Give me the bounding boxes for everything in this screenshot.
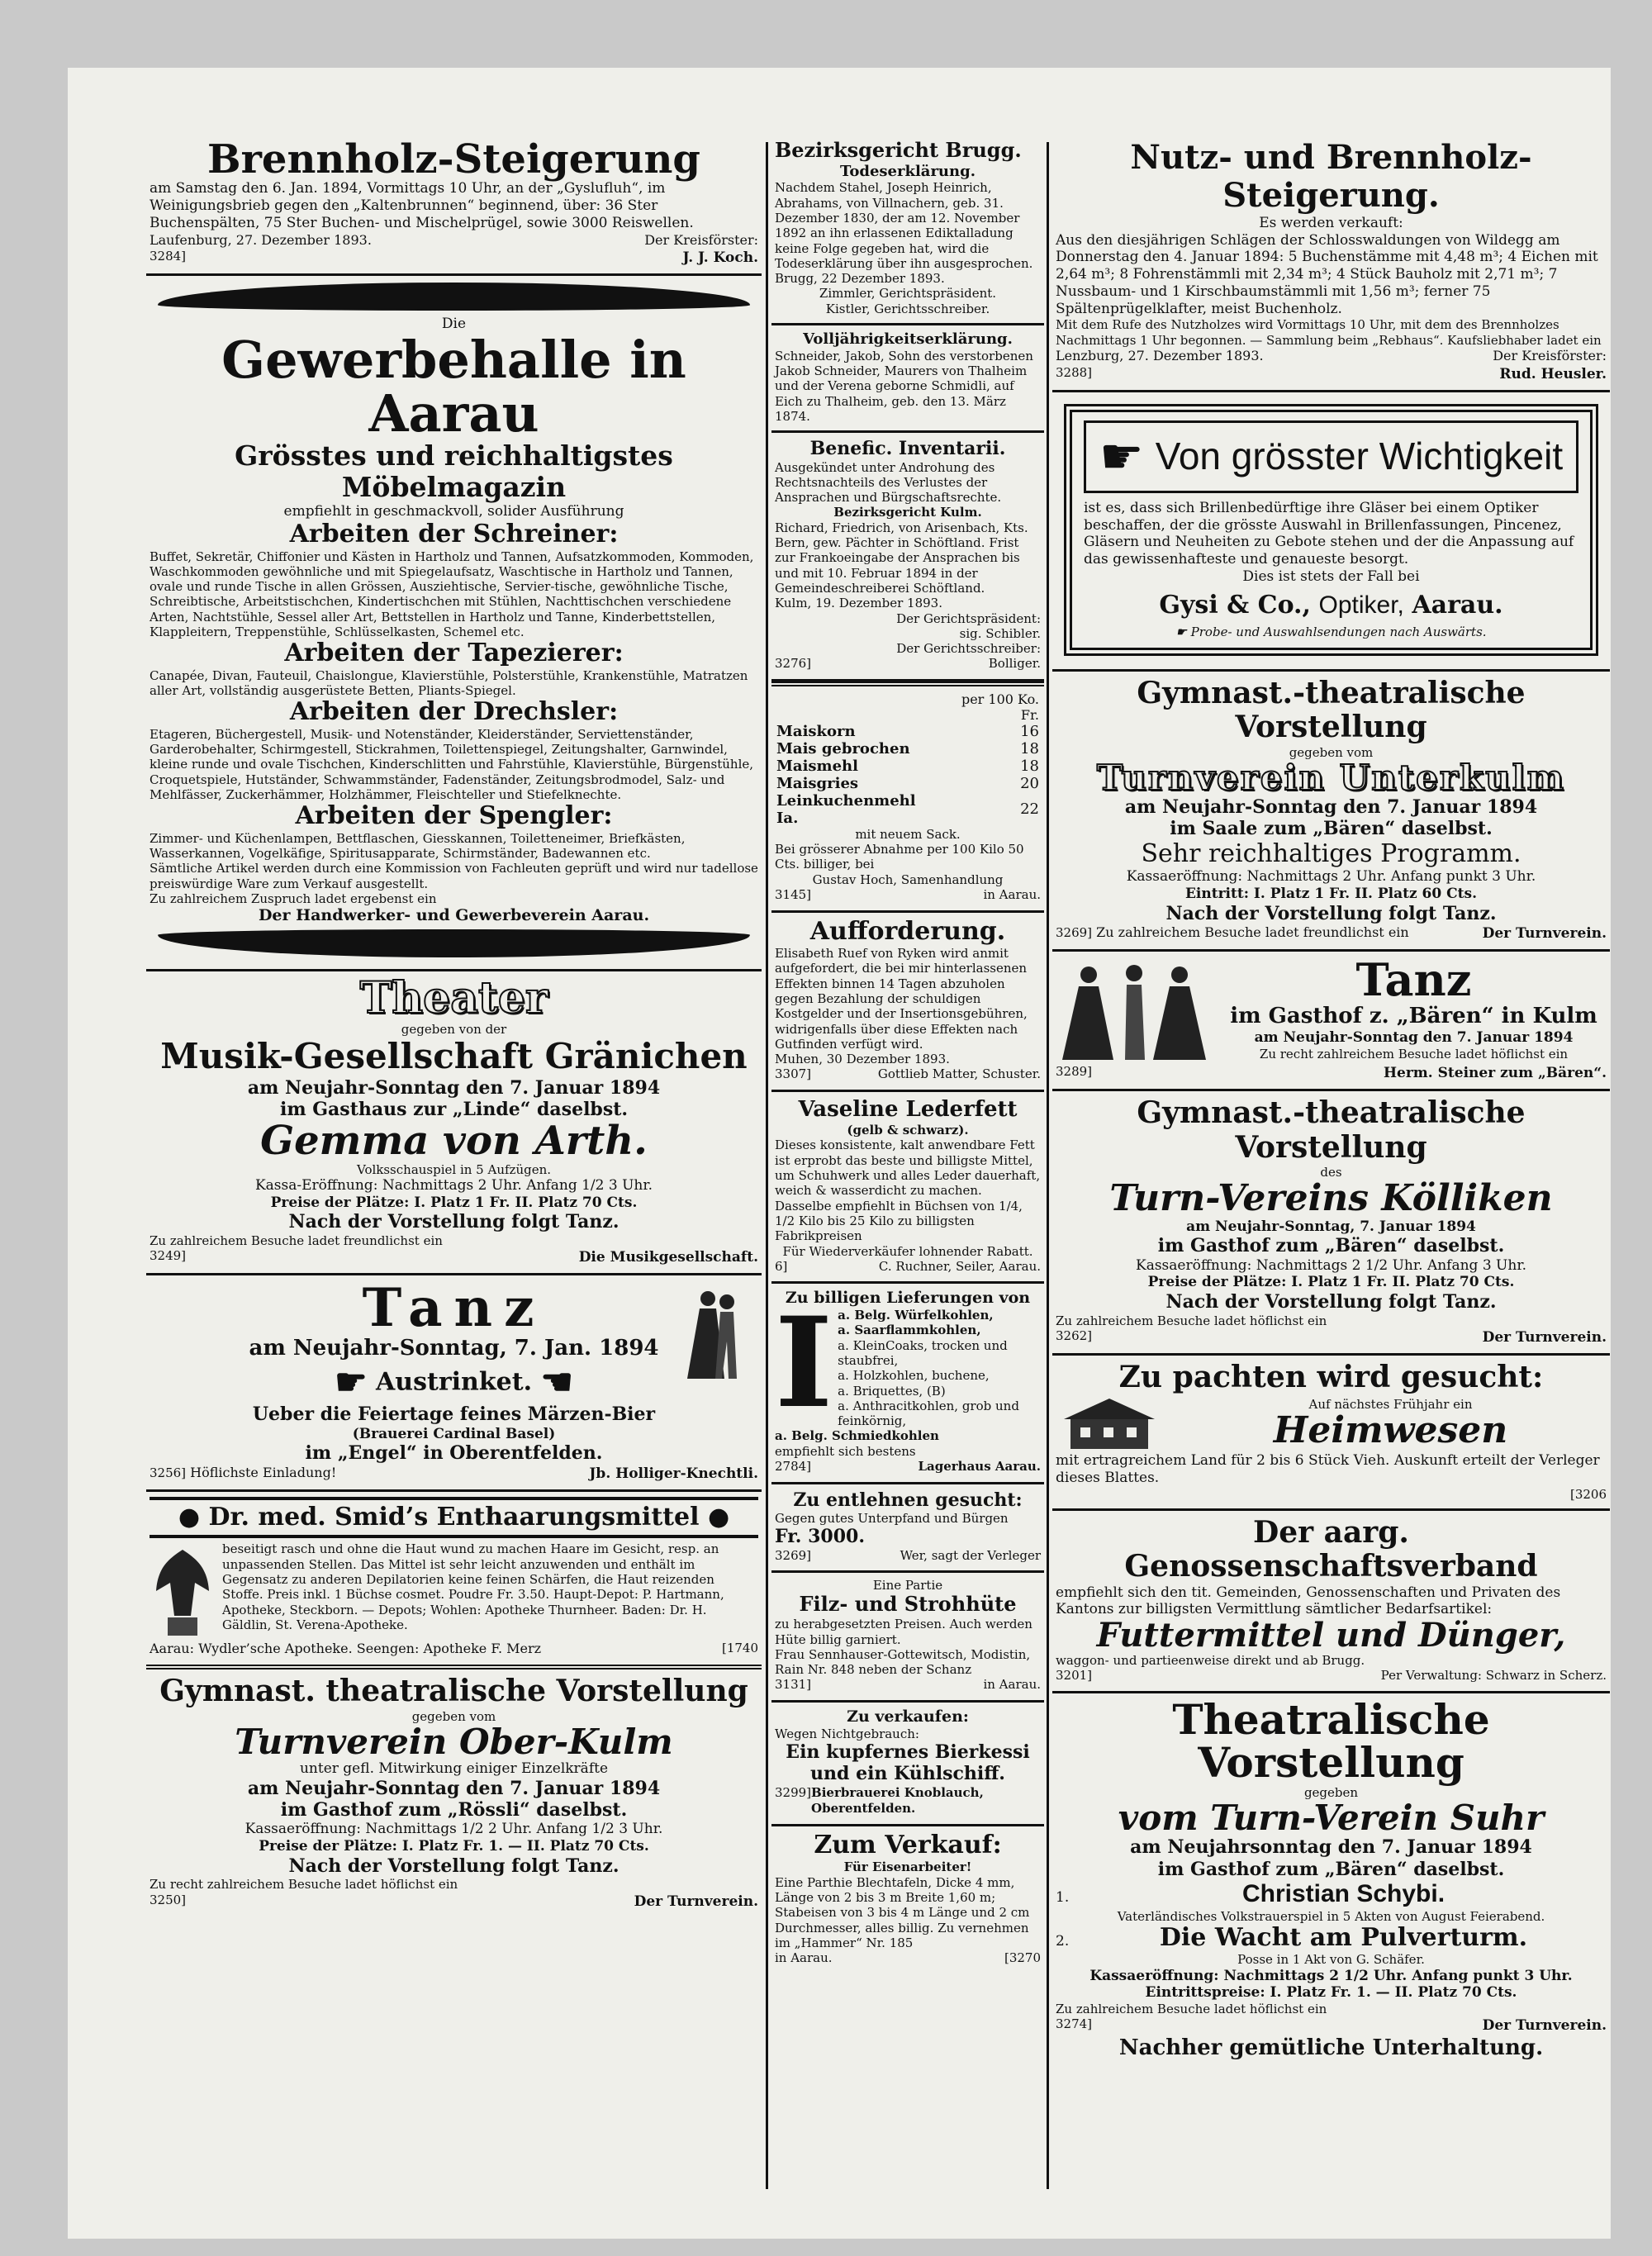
ad-title: Gewerbehalle in Aarau — [221, 330, 686, 444]
event-location: im „Engel“ in Oberentfelden. — [305, 1442, 603, 1465]
verein-name: Turnverein Unterkulm — [1096, 757, 1566, 798]
middle-column — [771, 134, 1044, 2189]
ad-number: 3269] — [1056, 925, 1093, 941]
ad-title: Volljährigkeitserklärung. — [803, 330, 1013, 349]
ad-text: gegeben vom — [411, 1708, 496, 1724]
ad-number: 3299] — [775, 1784, 812, 1800]
ad-title: Dr. med. Smid’s Enthaarungsmittel — [208, 1502, 700, 1532]
newspaper-page — [68, 68, 1611, 2239]
ad-number: 2784] — [775, 1459, 812, 1475]
pointing-hand-icon: ☛ — [1099, 427, 1144, 486]
ad-title: Theatralische Vorstellung — [1172, 1694, 1490, 1788]
signer-title: Der Kreisförster: — [644, 231, 758, 248]
ad-title: Gymnast. theatralische Vorstellung — [159, 1674, 748, 1709]
coal-item: a. KleinCoaks, trocken und staubfrei, — [838, 1337, 1008, 1368]
place-date: Lenzburg, 27. Dezember 1893. — [1056, 348, 1264, 363]
price-row: Mais gebrochen 18 — [776, 739, 1039, 758]
ad-text: Auf nächstes Frühjahr ein — [1308, 1397, 1473, 1413]
signer: Herm. Steiner zum „Bären“. — [1383, 1065, 1607, 1082]
tanz-text: Nach der Vorstellung folgt Tanz. — [288, 1855, 620, 1877]
ad-volljaehrigkeit — [771, 325, 1044, 433]
austrinket-label: Austrinket. — [375, 1366, 533, 1396]
event-date: am Neujahr-Sonntag den 7. Januar 1894 — [1254, 1029, 1574, 1047]
closing-text: Nachher gemütliche Unterhaltung. — [1118, 2035, 1544, 2060]
court-name: Bezirksgericht Kulm. — [833, 505, 982, 520]
ad-hute — [771, 1573, 1044, 1703]
invite-text: Höflichste Einladung! — [190, 1464, 337, 1480]
play-subtitle: Vaterländisches Volkstrauerspiel in 5 Akten von August Feierabend. — [1117, 1908, 1545, 1924]
event-date: am Neujahrsonntag den 7. Januar 1894 — [1130, 1836, 1532, 1859]
ad-title: Benefic. Inventarii. — [809, 438, 1006, 460]
ad-benefic — [771, 433, 1044, 682]
amount: Fr. 3000. — [775, 1526, 866, 1548]
coal-item: a. Anthracitkohlen, grob und feinkörnig, — [838, 1398, 1019, 1429]
company-type: Optiker, — [1318, 591, 1404, 619]
ad-tanz-kulm — [1052, 952, 1610, 1091]
ad-text: empfiehlt in geschmackvoll, solider Ausführung — [283, 503, 624, 520]
section-text: Canapée, Divan, Fauteuil, Chaislongue, Klavierstühle, Polsterstühle, Krankenstühle, Matratzen aller Art, vollständig ausgerüstete Betten, Pliants-Spiegel. — [150, 667, 748, 699]
dancing-couple-illustration — [679, 1284, 753, 1383]
ad-number: 3256] — [150, 1465, 187, 1480]
ad-number: [1740 — [721, 1641, 758, 1656]
ad-verkaufen — [771, 1703, 1044, 1826]
signer: Die Musikgesellschaft. — [578, 1249, 758, 1266]
place-date: Laufenburg, 27. Dezember 1893. — [150, 231, 372, 248]
tanz-text: Nach der Vorstellung folgt Tanz. — [1165, 902, 1497, 924]
ad-theater — [146, 971, 762, 1275]
items-text: Ein kupfernes Bierkessi und ein Kühlschiff. — [786, 1741, 1030, 1785]
ad-number: 3307] — [775, 1066, 812, 1082]
ad-text: empfiehlt sich den tit. Gemeinden, Genossenschaften und Privaten des Kantons zur billigsten Vermittlung sämtlicher Bedarfsartikel: — [1056, 1584, 1561, 1618]
ad-genossenschaft — [1052, 1511, 1610, 1693]
ad-subtitle: Grösstes und reichhaltigstes Möbelmagazin — [235, 439, 673, 504]
verein-name: Turn-Vereins Kölliken — [1109, 1177, 1553, 1220]
farmhouse-illustration — [1056, 1394, 1163, 1452]
invite-text: Zu zahlreichem Zuspruch ladet ergebenst ein — [150, 891, 437, 907]
ad-title: Von grösster Wichtigkeit — [1155, 435, 1564, 478]
coal-item: a. Belg. Würfelkohlen, — [838, 1308, 994, 1323]
ad-text: mit ertragreichem Land für 2 bis 6 Stück Vieh. Auskunft erteilt der Verleger dieses Blattes. — [1056, 1452, 1600, 1487]
ad-optiker — [1052, 392, 1610, 672]
ad-title: Der aarg. Genossenschaftsverband — [1124, 1514, 1538, 1584]
ad-text: Gegen gutes Unterpfand und Bürgen — [775, 1510, 1009, 1526]
ad-mais — [771, 682, 1044, 913]
ad-text: am Samstag den 6. Jan. 1894, Vormittags 10 Uhr, an der „Gyslufluh“, im Weinigungsbrieb gegen den „Kaltenbrunnen“ beginnend, über: 36 Ster Buchenspälten, 75 Ster Buchen- und Mischelprügel, sowie 3000 Reiswellen. — [150, 180, 694, 231]
invite-text: Zu zahlreichem Besuche ladet höflichst ein — [1056, 1313, 1327, 1328]
ad-number: 3269] — [775, 1547, 812, 1563]
bullet-icon: ● — [707, 1502, 730, 1532]
place: in Aarau. — [983, 1677, 1041, 1693]
sack-text: mit neuem Sack. — [855, 826, 961, 842]
ad-number: 3145] — [775, 887, 812, 903]
invite-text: Zu recht zahlreichem Besuche ladet höflichst ein — [150, 1877, 458, 1893]
ad-text: zu herabgesetzten Preisen. Auch werden Hüte billig garniert. — [775, 1617, 1032, 1647]
ad-text: gegeben von der — [401, 1021, 507, 1037]
signer: Wer, sagt der Verleger — [900, 1547, 1041, 1563]
brewery-text: (Brauerei Cardinal Basel) — [352, 1425, 556, 1442]
left-column — [146, 134, 762, 2189]
ad-number: 3274] — [1056, 2016, 1093, 2032]
ad-zumverkauf — [771, 1826, 1044, 1973]
dealer-text: Für Wiederverkäufer lohnender Rabatt. — [782, 1243, 1033, 1259]
price-text: Preise der Plätze: I. Platz 1 Fr. II. Platz 70 Cts. — [270, 1194, 638, 1211]
ad-text: Mit dem Rufe des Nutzholzes wird Vormittags 10 Uhr, mit dem des Brennholzes Nachmittags 1 Uhr begonnen. — Sammlung beim „Rebhaus“. Kaufsliebhaber ladet ein — [1056, 317, 1602, 348]
signer: Rud. Heusler. — [1499, 365, 1607, 382]
event-date: am Neujahr-Sonntag den 7. Januar 1894 — [247, 1076, 661, 1099]
ad-tanz-engel — [146, 1275, 762, 1492]
price-text: Preise der Plätze: I. Platz Fr. 1. — II. Platz 70 Cts. — [259, 1838, 649, 1855]
play-subtitle: Posse in 1 Akt von G. Schäfer. — [1237, 1952, 1425, 1968]
event-location: im Gasthaus zur „Linde“ daselbst. — [279, 1098, 629, 1120]
ad-text: Elisabeth Ruef von Ryken wird anmit aufgefordert, die bei mir hinterlassenen Effekten binnen 14 Tagen abzuholen gegen Bezahlung der schuldigen Kostgelder und der Insertionsgebühren, widrigenfalls über diese Effekten nach Gutfinden verfügt wird. — [775, 946, 1028, 1052]
play-subtitle: Volksschauspiel in 5 Aufzügen. — [356, 1161, 552, 1177]
ad-number: [3270 — [1004, 1950, 1041, 1966]
ad-subtitle: Es werden verkauft: — [1259, 215, 1403, 231]
ad-kohlen — [771, 1284, 1044, 1484]
ad-text: gegeben — [1303, 1784, 1359, 1800]
ad-text: Richard, Friedrich, von Arisenbach, Kts. Bern, gew. Pächter in Schöftland. Frist zur Frankoeingabe der Ansprachen bis und mit 10. Februar 1894 in der Gemeindeschreiberei Schöftland. — [775, 520, 1028, 596]
ad-title: Filz- und Strohhüte — [799, 1592, 1017, 1617]
price-row: Maiskorn 16 — [776, 722, 1039, 740]
help-text: unter gefl. Mitwirkung einiger Einzelkräfte — [299, 1760, 609, 1777]
ad-number: 3249] — [150, 1248, 187, 1264]
price-text: Preise der Plätze: I. Platz 1 Fr. II. Platz 70 Cts. — [1147, 1274, 1515, 1291]
dancers-illustration — [1056, 957, 1213, 1064]
ad-text: waggon- und partieenweise direkt und ab Brugg. — [1056, 1653, 1365, 1669]
ad-number: 3276] — [775, 656, 812, 672]
ad-text: Eine Parthie Blechtafeln, Dicke 4 mm, Länge von 2 bis 3 m Breite 1,60 m; Stabeisen von 3 bis 4 m Länge und 2 cm Durchmesser, alles billig. Zu vernehmen im „Hammer“ Nr. 185 — [775, 1874, 1030, 1950]
signer: Per Verwaltung: Schwarz in Scherz. — [1380, 1668, 1607, 1684]
ad-pre: Eine Partie — [872, 1578, 943, 1593]
place-date: Brugg, 22 Dezember 1893. — [775, 271, 945, 287]
ad-brennholz — [146, 134, 762, 276]
section-heading: Arbeiten der Spengler: — [295, 801, 613, 831]
signer: Der Turnverein. — [634, 1893, 758, 1910]
ad-label: Die — [441, 316, 467, 333]
signer: Lagerhaus Aarau. — [918, 1459, 1041, 1475]
ad-title: Zu entlehnen gesucht: — [793, 1489, 1023, 1511]
ad-number: 6] — [775, 1258, 788, 1274]
ad-title: Zu billigen Lieferungen von — [785, 1289, 1031, 1308]
coal-item: a. Briquettes, (B) — [838, 1383, 946, 1399]
tanz-text: Nach der Vorstellung folgt Tanz. — [1165, 1291, 1497, 1313]
signer: Gottlieb Matter, Schuster. — [877, 1066, 1041, 1082]
coal-item: a. Holzkohlen, buchene, — [838, 1368, 990, 1384]
signer: Gustav Hoch, Samenhandlung — [812, 872, 1004, 887]
ad-title: Zu verkaufen: — [847, 1707, 969, 1726]
ad-number: 3250] — [150, 1892, 187, 1907]
signer: C. Ruchner, Seiler, Aarau. — [878, 1258, 1041, 1274]
coal-item: a. Belg. Schmiedkohlen — [775, 1428, 939, 1444]
section-text: Buffet, Sekretär, Chiffonier und Kästen in Hartholz und Tannen, Aufsatzkommoden, Kommoden, Waschkommoden gewöhnliche und mit Spiegelaufsatz, Waschtische in Hartholz und Tannen, ovale und runde Tische in allen Grössen, Ausziehtische, Servier-tische, gewöhnliche Tische, Schreibtische, Arbeitstischchen, Kindertischchen mit Stühlen, Nachttischchen verschiedene Arten, Nachtstühle, Sessel aller Art, Bettstellen in Hartholz und Tanne, Kinderbettstellen, Klappleitern, Treppenstühle, Schlüsselkasten, Schemel etc. — [150, 549, 754, 639]
section-text: Etageren, Büchergestell, Musik- und Notenständer, Kleiderständer, Serviettenständer, Garderobehalter, Schirmgestell, Stickrahmen, Toilettenspiegel, Zeitungshalter, Garnwindel, kleine runde und ovale Tischchen, Kinderschlitten und Fahrstühle, Klavierstühle, Bürgenstühle, Croquetspiele, Hutständer, Schwammständer, Fadenständer, Zeitungsbrodmodel, Salz- und Mehlfässer, Zuckerhämmer, Holzhämmer, Fleischteller und Stiefelknechte. — [150, 726, 754, 803]
signer: J. J. Koch. — [682, 249, 758, 267]
signer: Jb. Holliger-Knechtli. — [589, 1465, 758, 1482]
ad-vaseline — [771, 1092, 1044, 1284]
signer: Der Turnverein. — [1482, 2017, 1607, 2035]
ad-number: 3289] — [1056, 1064, 1093, 1080]
invite-text: Zu zahlreichem Besuche ladet freundlichst ein — [150, 1232, 443, 1248]
ad-aufforderung — [771, 913, 1044, 1092]
initial-letter: I — [775, 1290, 833, 1437]
ad-number: 3131] — [775, 1677, 812, 1693]
ad-number: 3288] — [1056, 364, 1093, 380]
beer-text: Ueber die Feiertage feines Märzen-Bier — [252, 1403, 656, 1426]
kassa-text: Kassaeröffnung: Nachmittags 1/2 2 Uhr. Anfang 1/2 3 Uhr. — [244, 1821, 663, 1838]
event-location: im Gasthof z. „Bären“ in Kulm — [1230, 1003, 1597, 1028]
ad-title: Nutz- und Brennholz-Steigerung. — [1130, 138, 1532, 215]
column-rule — [1047, 142, 1049, 2189]
place-date: Muhen, 30 Dezember 1893. — [775, 1052, 950, 1067]
play-title: Gemma von Arth. — [260, 1118, 648, 1165]
ad-title: Zum Verkauf: — [814, 1830, 1002, 1859]
play-title: Die Wacht am Pulverturm. — [1159, 1922, 1528, 1952]
verein-name: Turnverein Ober-Kulm — [235, 1721, 673, 1762]
signer: Kistler, Gerichtsschreiber. — [825, 301, 990, 316]
ad-suhr — [1052, 1693, 1610, 2068]
kassa-text: Kassaeröffnung: Nachmittags 2 1/2 Uhr. Anfang 3 Uhr. — [1136, 1256, 1526, 1274]
footer-text: Probe- und Auswahlsendungen nach Auswärts. — [1190, 624, 1487, 639]
price-row: Leinkuchenmehl Ia. 22 — [776, 791, 1039, 827]
ad-gericht — [771, 134, 1044, 325]
invite-text: Zu zahlreichem Besuche ladet höflichst ein — [1056, 2002, 1327, 2017]
list-number: 2. — [1056, 1932, 1070, 1950]
price-row: Maismehl 18 — [776, 757, 1039, 775]
price-text: Eintritt: I. Platz 1 Fr. II. Platz 60 Cts. — [1184, 886, 1478, 903]
play-title: Christian Schybi. — [1241, 1880, 1446, 1908]
ad-title: Zu pachten wird gesucht: — [1118, 1360, 1544, 1394]
event-location: im Gasthof zum „Rössli“ daselbst. — [280, 1799, 628, 1821]
pointing-hand-icon: ☚ — [540, 1361, 573, 1403]
ad-text: Ausgekündet unter Androhung des Rechtsnachteils des Verlustes der Ansprachen und Bürgschaftsrechte. — [775, 459, 1002, 506]
ad-title: Brennholz-Steigerung — [207, 136, 700, 183]
ad-pachten — [1052, 1356, 1610, 1511]
ad-title: Bezirksgericht Brugg. — [775, 138, 1022, 162]
ad-text: gegeben vom — [1289, 744, 1374, 760]
signer: Der Turnverein. — [1482, 1328, 1607, 1346]
section-heading: Arbeiten der Tapezierer: — [284, 639, 624, 668]
ornament-divider — [158, 283, 750, 311]
ad-text: Aus den diesjährigen Schlägen der Schlosswaldungen von Wildegg am Donnerstag den 4. Januar 1894: 5 Buchenstämme mit 4,48 m³; 4 Eichen mit 2,64 m³; 8 Fohrenstämmli mit 2,34 m³; 4 Stück Bauholz mit 2,71 m³; 7 Nussbaum- und 1 Kirschbaumstämmli mit 1,56 m³; ferner 75 Spältenprügelklafter, meist Buchenholz. — [1056, 231, 1598, 317]
ad-number: 3262] — [1056, 1327, 1093, 1343]
pointing-hand-icon: ☛ — [1175, 624, 1187, 639]
program-text: Sehr reichhaltiges Programm. — [1141, 838, 1521, 868]
ad-title: Aufforderung. — [809, 916, 1006, 946]
ad-smid — [146, 1492, 762, 1669]
column-rule — [766, 142, 768, 2189]
ad-text: des — [1320, 1165, 1342, 1180]
ad-text: Nachdem Stahel, Joseph Heinrich, Abrahams, von Villnachern, geb. 31. Dezember 1830, der am 12. November 1892 an ihn erlassenen Ediktalladung keine Folge gegeben hat, wird die Todeserklärung über ihn ausgesprochen. — [775, 180, 1033, 271]
event-date: am Neujahr-Sonntag, 7. Jan. 1894 — [249, 1336, 659, 1361]
section-text: Zimmer- und Küchenlampen, Bettflaschen, Giesskannen, Toiletteneimer, Briefkästen, Wasserkannen, Vogelkäfige, Spiritusapparate, Schirmständer, Badewannen etc. — [150, 830, 686, 862]
event-location: im Saale zum „Bären“ daselbst. — [1170, 818, 1493, 840]
ad-title: Gymnast.-theatralische Vorstellung — [1137, 1095, 1526, 1165]
company-name: Gysi & Co., — [1159, 590, 1311, 620]
section-heading: Arbeiten der Schreiner: — [289, 520, 619, 549]
ad-subtitle: Für Eisenarbeiter! — [843, 1859, 972, 1875]
ornament-divider — [158, 929, 750, 957]
signer: Der Handwerker- und Gewerbeverein Aarau. — [258, 906, 650, 925]
highlight-text: Futtermittel und Dünger, — [1096, 1616, 1566, 1655]
verein-name: vom Turn-Verein Suhr — [1118, 1798, 1545, 1839]
price-header: per 100 Ko. Fr. — [961, 691, 1039, 723]
ad-subtitle: Todeserklärung. — [840, 162, 976, 180]
ad-unterkulm — [1052, 672, 1610, 952]
list-number: 1. — [1056, 1889, 1070, 1907]
event-date: am Neujahr-Sonntag den 7. Januar 1894 — [1124, 796, 1538, 819]
event-date: am Neujahr-Sonntag den 7. Januar 1894 — [247, 1777, 661, 1799]
ad-subtitle: (gelb & schwarz). — [847, 1123, 969, 1138]
ad-number: 3284] — [150, 249, 187, 264]
tanz-text: Nach der Vorstellung folgt Tanz. — [288, 1211, 620, 1233]
section-heading: Arbeiten der Drechsler: — [289, 697, 619, 727]
band-name: Musik-Gesellschaft Gränichen — [160, 1036, 748, 1077]
company-city: Aarau. — [1412, 590, 1503, 620]
ad-entlehnen — [771, 1484, 1044, 1574]
signer: Der Turnverein. — [1482, 925, 1607, 943]
ad-oberkulm — [146, 1669, 762, 1917]
ad-text: ist es, dass sich Brillenbedürftige ihre Gläser bei einem Optiker beschaffen, der die grösste Auswahl in Brillenfassungen, Pincenez, Gläsern und Neuheiten zu Gebote stehen und der die Anpassung auf das gewissenhafteste und genaueste besorgt. — [1084, 499, 1574, 568]
signer: sig. Schibler. — [959, 625, 1041, 641]
price-row: Maisgries 20 — [776, 774, 1039, 792]
signer-title: Der Gerichtsschreiber: — [896, 641, 1041, 657]
kassa-text: Kassaeröffnung: Nachmittags 2 Uhr. Anfang punkt 3 Uhr. — [1126, 868, 1536, 886]
pointing-hand-icon: ☛ — [335, 1361, 368, 1403]
kassa-text: Kassa-Eröffnung: Nachmittags 2 Uhr. Anfang 1/2 3 Uhr. — [254, 1177, 653, 1194]
bullet-icon: ● — [178, 1502, 200, 1532]
ad-text: Schneider, Jakob, Sohn des verstorbenen Jakob Schneider, Maurers von Thalheim und der Verena geborne Schmidli, auf Eich zu Thalheim, geb. den 13. März 1874. — [775, 348, 1033, 424]
price-table — [775, 691, 1041, 827]
depot-text: Aarau: Wydler’sche Apotheke. Seengen: Apotheke F. Merz — [150, 1641, 542, 1657]
event-location: im Gasthof zum „Bären“ daselbst. — [1157, 1235, 1505, 1257]
ad-gewerbehalle — [146, 276, 762, 971]
ad-koelliken — [1052, 1091, 1610, 1356]
coal-item: a. Saarflammkohlen, — [838, 1323, 981, 1338]
eagle-emblem-illustration — [150, 1541, 216, 1641]
ad-title: Tanz — [362, 1277, 546, 1340]
ad-text: Dies ist stets der Fall bei — [1242, 568, 1420, 585]
ad-title: Vaseline Lederfett — [798, 1096, 1018, 1122]
right-column — [1052, 134, 1610, 2189]
event-location: im Gasthof zum „Bären“ daselbst. — [1157, 1858, 1505, 1880]
place: in Aarau. — [983, 887, 1041, 903]
ad-title: Gymnast.-theatralische Vorstellung — [1137, 675, 1526, 745]
kassa-text: Kassaeröffnung: Nachmittags 2 1/2 Uhr. Anfang punkt 3 Uhr. — [1089, 1967, 1573, 1984]
event-date: am Neujahr-Sonntag, 7. Januar 1894 — [1186, 1218, 1476, 1235]
ad-text: Frau Sennhauser-Gottewitsch, Modistin, Rain Nr. 848 neben der Schanz — [775, 1646, 1031, 1678]
place: in Aarau. — [775, 1950, 833, 1966]
ad-text: Dieses konsistente, kalt anwendbare Fett ist erprobt das beste und billigste Mittel, um Schuhwerk und alles Leder dauerhaft, weich & wasserdicht zu machen. Dasselbe empfiehlt in Büchsen von 1/4, 1/2 Kilo bis 25 Kilo zu billigsten Fabrikpreisen — [775, 1137, 1041, 1244]
ad-number: [3206 — [1569, 1486, 1607, 1502]
ad-title: Theater — [359, 973, 548, 1024]
invite-text: Zu recht zahlreichem Besuche ladet höflichst ein — [1259, 1046, 1569, 1062]
object-name: Heimwesen — [1273, 1409, 1508, 1452]
section-text: Sämtliche Artikel werden durch eine Kommission von Fachleuten geprüft und wird nur tadellose preiswürdige Ware zum Verkauf ausgestellt. — [150, 861, 758, 891]
ad-text: empfiehlt sich bestens — [775, 1443, 916, 1459]
ad-nutzholz — [1052, 134, 1610, 392]
ad-text: Bei grösserer Abnahme per 100 Kilo 50 Cts. billiger, bei — [775, 842, 1024, 872]
signer: Bierbrauerei Knoblauch, Oberentfelden. — [811, 1784, 984, 1817]
signer-title: Der Gerichtspräsident: — [896, 610, 1041, 626]
signer: Zimmler, Gerichtspräsident. — [819, 286, 997, 302]
price-text: Eintrittspreise: I. Platz Fr. 1. — II. Platz 70 Cts. — [1145, 1984, 1517, 2002]
signer: Bolliger. — [988, 656, 1041, 672]
ad-text: beseitigt rasch und ohne die Haut wund zu machen Haare im Gesicht, resp. an unpassenden Stellen. Das Mittel ist sehr leicht anzuwenden und enthält im Gegensatz zu anderen Depilatorien keine feinen Schärfen, die Haut reizenden Stoffe. Preis inkl. 1 Büchse cosmet. Poudre Fr. 3.50. Haupt-Depot: P. Hartmann, Apotheke, Steckborn. — Depots; Wohlen: Apotheke Thurnheer. Baden: Dr. H. Gäldlin, St. Verena-Apotheke. — [222, 1541, 724, 1632]
place-date: Kulm, 19. Dezember 1893. — [775, 596, 942, 611]
signer-title: Der Kreisförster: — [1493, 348, 1607, 363]
ad-title: Tanz — [1355, 953, 1472, 1007]
ad-text: Wegen Nichtgebrauch: — [775, 1726, 919, 1741]
invite-text: Zu zahlreichem Besuche ladet freundlichst ein — [1096, 924, 1409, 941]
ad-number: 3201] — [1056, 1668, 1093, 1684]
